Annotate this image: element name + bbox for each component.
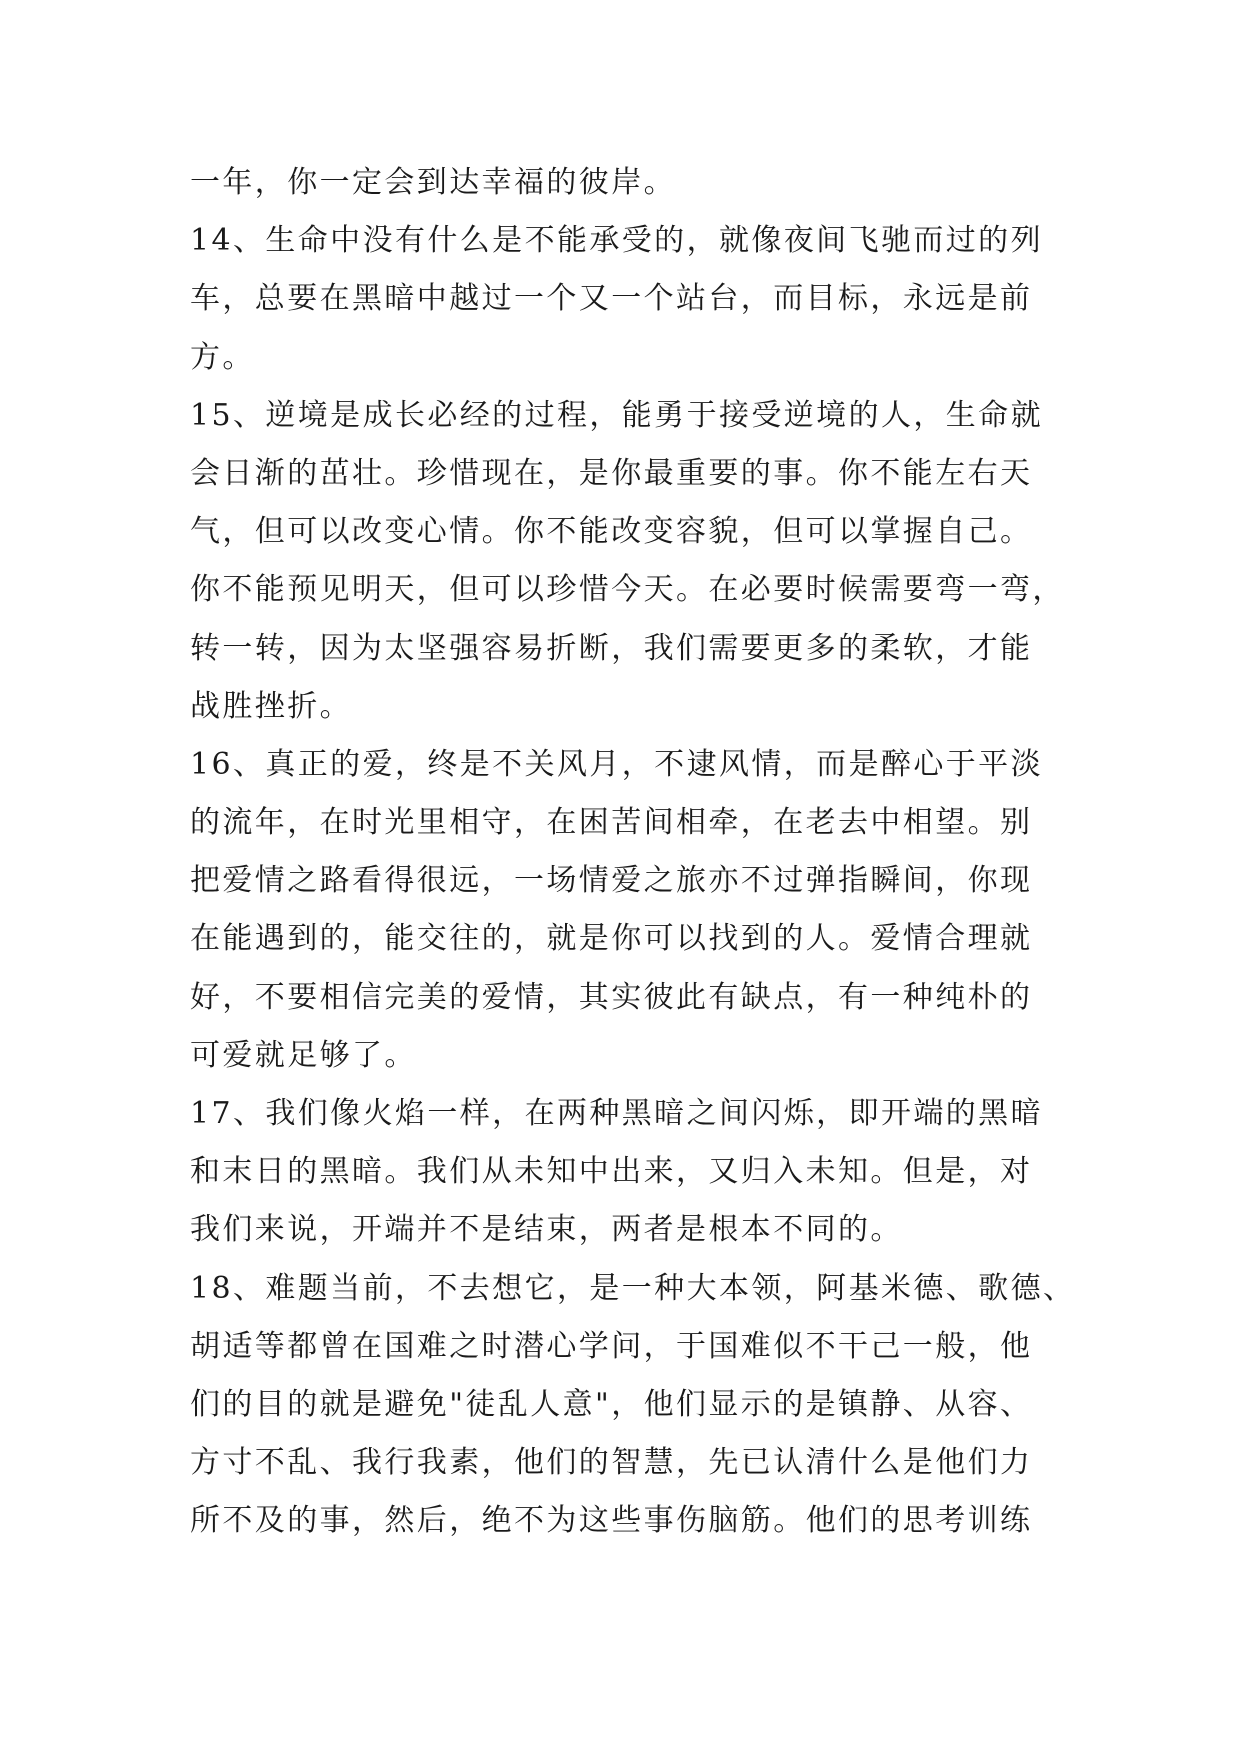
text-line: 方寸不乱、我行我素，他们的智慧，先已认清什么是他们力 (190, 1445, 1033, 1481)
text-line: 我们来说，开端并不是结束，两者是根本不同的。 (190, 1212, 903, 1248)
text-line: 在能遇到的，能交往的，就是你可以找到的人。爱情合理就 (190, 921, 1033, 957)
text-line: 所不及的事，然后，绝不为这些事伤脑筋。他们的思考训练 (190, 1503, 1033, 1539)
text-line: 战胜挫折。 (190, 688, 352, 724)
text-line: 14、生命中没有什么是不能承受的，就像夜间飞驰而过的列 (190, 223, 1043, 259)
text-line: 16、真正的爱，终是不关风月，不逮风情，而是醉心于平淡 (190, 746, 1043, 782)
text-line: 把爱情之路看得很远，一场情爱之旅亦不过弹指瞬间，你现 (190, 863, 1033, 899)
body-text (190, 154, 1076, 1551)
text-line: 18、难题当前，不去想它，是一种大本领，阿基米德、歌德、 (190, 1270, 1076, 1306)
text-line: 气，但可以改变心情。你不能改变容貌，但可以掌握自己。 (190, 514, 1033, 550)
text-line: 17、我们像火焰一样，在两种黑暗之间闪烁，即开端的黑暗 (190, 1096, 1043, 1131)
text-line: 15、逆境是成长必经的过程，能勇于接受逆境的人，生命就 (190, 397, 1043, 433)
text-line: 转一转，因为太坚强容易折断，我们需要更多的柔软，才能 (190, 630, 1033, 666)
text-line: 方。 (190, 339, 255, 375)
text-line: 会日渐的茁壮。珍惜现在，是你最重要的事。你不能左右天 (190, 455, 1033, 491)
text-line: 一年，你一定会到达幸福的彼岸。 (190, 165, 676, 200)
text-line: 们的目的就是避免"徒乱人意"，他们显示的是镇静、从容、 (190, 1386, 1033, 1422)
text-line: 你不能预见明天，但可以珍惜今天。在必要时候需要弯一弯， (190, 572, 1065, 608)
text-line: 和末日的黑暗。我们从未知中出来，又归入未知。但是，对 (190, 1154, 1033, 1190)
text-line: 可爱就足够了。 (190, 1037, 417, 1073)
text-line: 好，不要相信完美的爱情，其实彼此有缺点，有一种纯朴的 (190, 979, 1033, 1015)
text-line: 胡适等都曾在国难之时潜心学问，于国难似不干己一般，他 (190, 1328, 1033, 1364)
text-line: 的流年，在时光里相守，在困苦间相牵，在老去中相望。别 (190, 805, 1033, 841)
text-line: 车，总要在黑暗中越过一个又一个站台，而目标，永远是前 (190, 281, 1033, 317)
